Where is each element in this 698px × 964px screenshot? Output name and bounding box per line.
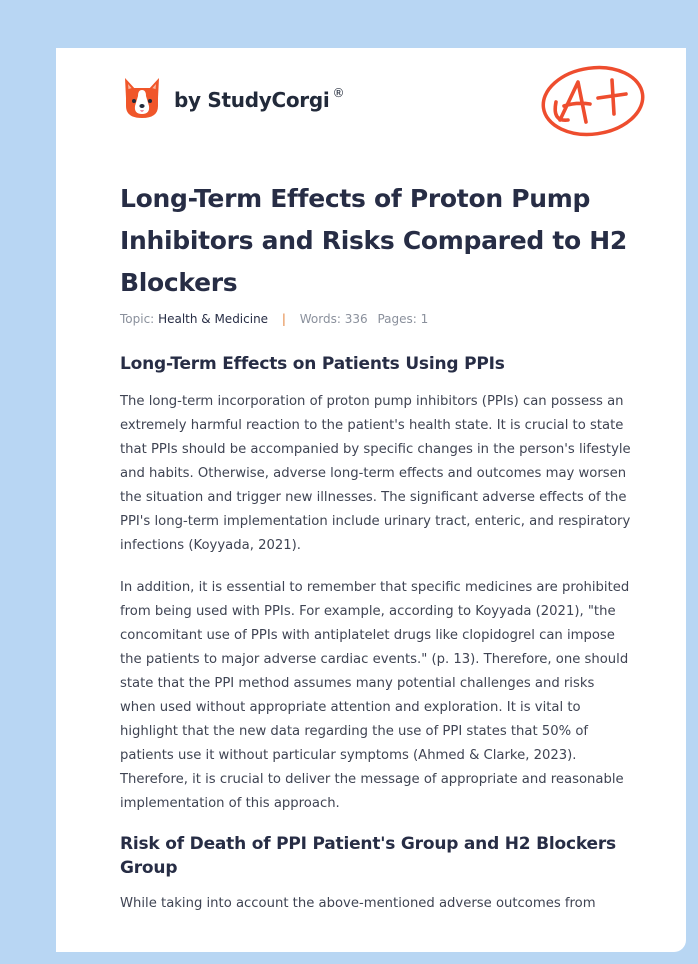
paragraph: In addition, it is essential to remember that specific medicines are prohibited from being used with PPIs. For example, according to Koyyada (2021), "the concomitant use of PPIs with antiplatelet drugs like clopidogrel can impose the patients to major adverse cardiac events." (p. 13). Therefore, one should state that the PPI method assumes many potential challenges and risks when used without appropriate attention and exploration. It is vital to highlight that the new data regarding the use of PPI states that 50% of patients use it without particular symptoms (Ahmed & Clarke, 2023). Therefore, it is crucial to deliver the message of appropriate and reasonable implementation of this approach.: [120, 580, 630, 811]
document-title: Long-Term Effects of Proton Pump Inhibitors and Risks Compared to H2 Blockers: [120, 184, 628, 297]
page-count: Pages: 1: [377, 312, 429, 326]
document-meta: [120, 312, 428, 326]
meta-separator: |: [281, 312, 286, 326]
brand-name: [174, 88, 344, 112]
paragraph: While taking into account the above-mentioned adverse outcomes from: [120, 896, 596, 911]
section-heading: Long-Term Effects on Patients Using PPIs: [120, 354, 505, 374]
paragraph: The long-term incorporation of proton pump inhibitors (PPIs) can possess an extremely harmful reaction to the patient's health state. It is crucial to state that PPIs should be accompanied by specific changes in the person's lifestyle and habits. Otherwise, adverse long-term effects and outcomes may worsen the situation and trigger new illnesses. The significant adverse effects of the PPI's long-term implementation include urinary tract, enteric, and respiratory infections (Koyyada, 2021).: [120, 394, 631, 553]
registered-mark: ®: [332, 86, 345, 100]
a-plus-grade-icon: [538, 62, 648, 140]
brand-name-text: by StudyCorgi: [174, 88, 330, 112]
topic-link[interactable]: Health & Medicine: [158, 312, 269, 326]
topic-label: Topic:: [120, 312, 155, 326]
corgi-icon: [122, 76, 162, 120]
studycorgi-logo[interactable]: [122, 76, 344, 120]
word-count: Words: 336: [299, 312, 368, 326]
document-body: [120, 352, 632, 916]
document-page: [56, 48, 686, 952]
section-heading: Risk of Death of PPI Patient's Group and H2 Blockers Group: [120, 834, 616, 878]
